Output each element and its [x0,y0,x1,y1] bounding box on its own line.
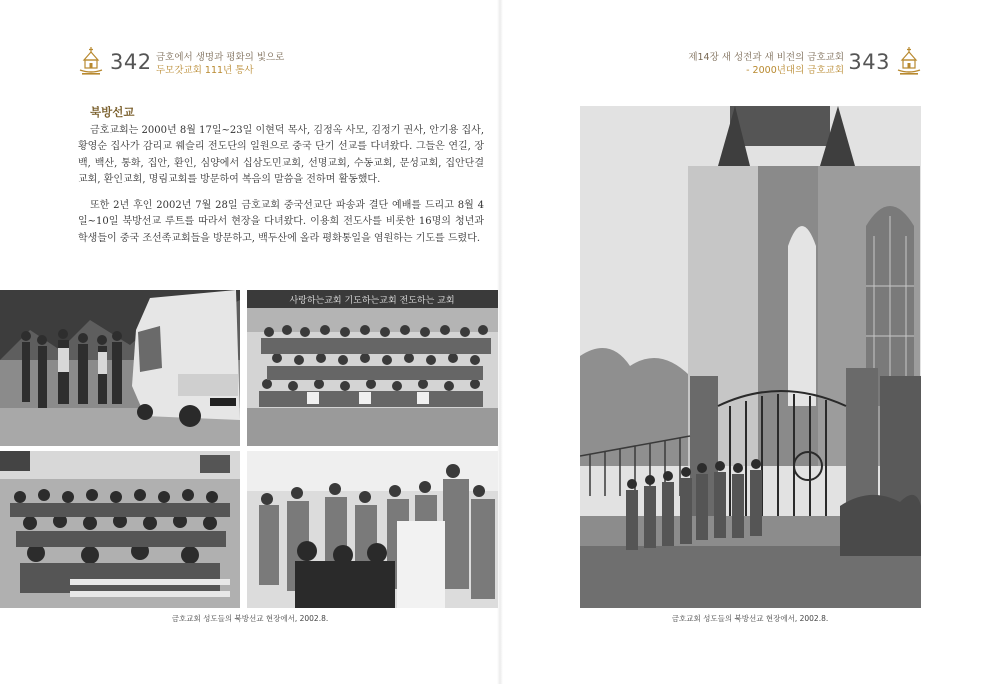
body-paragraph: 또한 2년 후인 2002년 7월 28일 금호교회 중국선교단 파송과 결단 예배를 드리고 8월 4일~10일 북방선교 루트를 따라서 현장을 다녀왔다. 이용희 전도사를 비롯한 16명의 청년과 학생들이 중국 조선족교회들을 방문하고, 백두산에 올라 평화통일을 염원하는 기도를 드렸다. [78,200,484,244]
photo-caption: 금호교회 성도들의 북방선교 현장에서, 2002.8. [171,614,329,623]
section-title: 북방선교 [90,105,135,119]
page-number: 342 [110,50,152,74]
left-page-header [78,46,338,82]
photo-church-gate-group [580,106,921,608]
header-subtitle: 두모갓교회 111년 통사 [156,65,254,76]
photo-group-praying [247,451,498,608]
body-paragraph: 금호교회는 2000년 8월 17일~23일 이현덕 목사, 김정옥 사모, 김정기 권사, 안기용 집사, 황영순 집사가 감리교 웨슬리 전도단의 일원으로 중국 단기 선교를 다녀왔다. 그들은 연길, 장백, 백산, 통화, 집안, 환인, 심양에서 십삼도민교회, 선명교회, 수동교회, 문성교회, 집안단결교회, 환인교회, 명림교회를 방문하여 복음의 말씀을 전하며 활동했다. [78,125,484,186]
photo-group-indoor-banner [247,290,498,446]
right-page-header [662,46,922,82]
photo-banner-text: 사랑하는교회 기도하는교회 전도하는 교회 [289,296,455,306]
header-subtitle: - 2000년대의 금호교회 [746,65,844,76]
page-number: 343 [848,50,890,74]
photo-group-by-van [0,290,240,446]
header-chapter-title: 제14장 새 성전과 새 비전의 금호교회 [688,52,844,63]
header-book-title: 금호에서 생명과 평화의 빛으로 [156,52,285,63]
church-logo-icon [78,46,104,78]
photo-caption: 금호교회 성도들의 북방선교 현장에서, 2002.8. [671,614,829,623]
photo-congregation-benches [0,451,240,608]
running-header [156,51,284,77]
church-logo-icon [896,46,922,78]
running-header [688,51,844,77]
